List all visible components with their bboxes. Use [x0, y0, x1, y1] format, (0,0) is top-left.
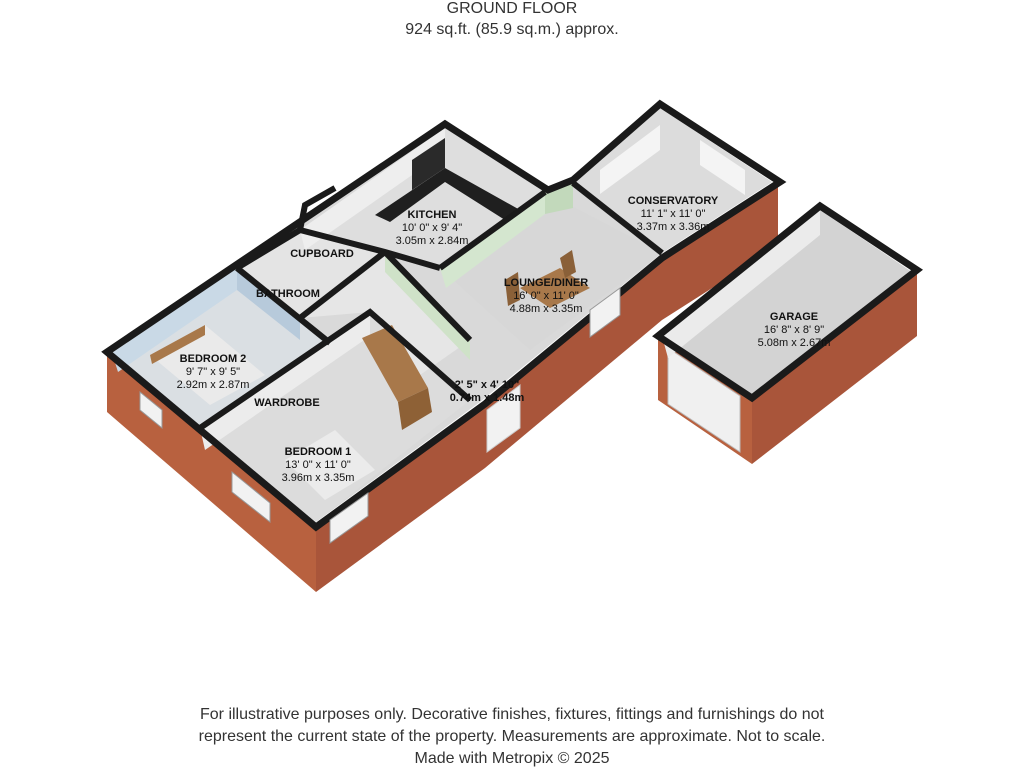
garage-imperial: 16' 8" x 8' 9" [763, 324, 825, 336]
disclaimer-line-2: represent the current state of the property. Measurements are approximate. Not to scale. [198, 728, 826, 745]
bedroom1-name: BEDROOM 1 [284, 446, 352, 458]
floor-area: 924 sq.ft. (85.9 sq.m.) approx. [405, 21, 619, 38]
kitchen-metric: 3.05m x 2.84m [395, 235, 469, 247]
floor-title: GROUND FLOOR [446, 0, 578, 17]
bathroom-name: BATHROOM [256, 288, 320, 300]
lounge-name: LOUNGE/DINER [503, 277, 589, 289]
made-with-credit: Made with Metropix © 2025 [414, 750, 610, 767]
wardrobe-label [254, 397, 319, 410]
garage-metric: 5.08m x 2.67m [757, 337, 831, 349]
disclaimer-line-1: For illustrative purposes only. Decorative finishes, fixtures, fittings and furnishings do not [200, 706, 824, 723]
conservatory-metric: 3.37m x 3.36m [636, 221, 710, 233]
hall-label [450, 379, 525, 405]
cupboard-name: CUPBOARD [290, 248, 354, 260]
hall-metric: 0.74m x 1.48m [449, 392, 525, 404]
bedroom2-metric: 2.92m x 2.87m [176, 379, 250, 391]
cupboard-label [290, 248, 354, 261]
kitchen-name: KITCHEN [407, 209, 457, 221]
garage-label [758, 311, 831, 350]
bathroom-label [256, 288, 320, 301]
wardrobe-name: WARDROBE [254, 397, 320, 409]
lounge-imperial: 16' 0" x 11' 0" [513, 290, 579, 302]
bedroom1-label [282, 446, 355, 485]
hall-imperial: 2' 5" x 4' 10" [454, 379, 520, 391]
bedroom2-name: BEDROOM 2 [179, 353, 247, 365]
garage-name: GARAGE [769, 311, 819, 323]
bedroom2-label [177, 353, 250, 392]
conservatory-label [628, 195, 718, 234]
conservatory-imperial: 11' 1" x 11' 0" [640, 208, 706, 220]
bedroom1-metric: 3.96m x 3.35m [281, 472, 355, 484]
lounge-label [504, 277, 588, 316]
bedroom1-imperial: 13' 0" x 11' 0" [285, 459, 351, 471]
kitchen-imperial: 10' 0" x 9' 4" [401, 222, 463, 234]
lounge-metric: 4.88m x 3.35m [509, 303, 583, 315]
conservatory-name: CONSERVATORY [627, 195, 719, 207]
bedroom2-imperial: 9' 7" x 9' 5" [185, 366, 241, 378]
kitchen-label [396, 209, 469, 248]
